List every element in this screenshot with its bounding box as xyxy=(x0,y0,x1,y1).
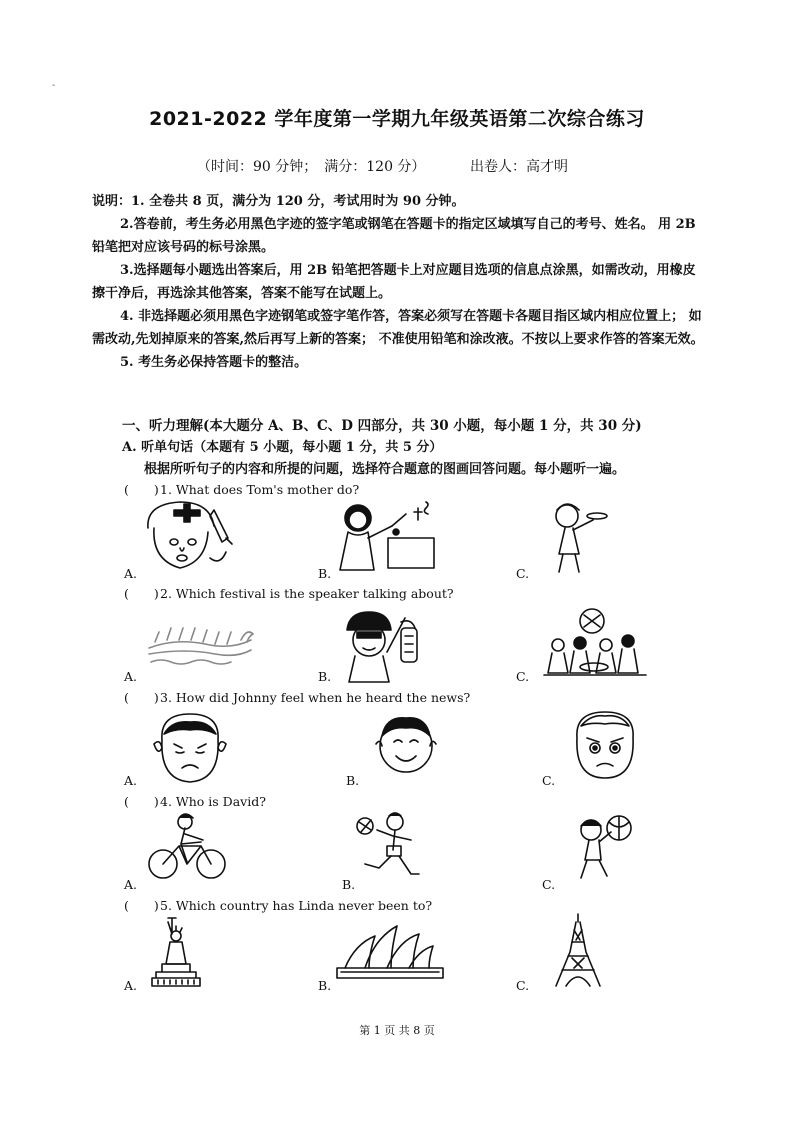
option-c[interactable]: C. xyxy=(516,566,530,581)
question-text: 1. What does Tom's mother do? xyxy=(160,482,360,497)
option-b[interactable]: B. xyxy=(318,669,332,684)
note-4: 4. 非选择题必须用黑色字迹钢笔或签字笔作答，答案必须写在答题卡各题目指区域内相应位置上； 如需改动,先划掉原来的答案,然后再写上新的答案； 不准使用铅笔和涂改液。不按以上要求作答的答案无效。 xyxy=(92,309,704,347)
question-5 xyxy=(124,896,432,914)
statue-of-liberty-picture xyxy=(150,916,210,988)
question-text: 4. Who is David? xyxy=(160,794,266,809)
question-text: 5. Which country has Linda never been to? xyxy=(160,898,433,913)
note-3: 3.选择题每小题选出答案后，用 2B 铅笔把答题卡上对应题目选项的信息点涂黑，如需改动，用橡皮擦干净后，再选涂其他答案，答案不能写在试题上。 xyxy=(92,263,696,301)
sydney-opera-house-picture xyxy=(335,914,445,984)
option-a[interactable]: A. xyxy=(124,773,138,788)
lantern-boy-picture xyxy=(335,606,425,686)
angry-face-picture xyxy=(565,708,645,782)
note-2: 2.答卷前，考生务必用黑色字迹的签字笔或钢笔在答题卡的指定区域填写自己的考号、姓名。 用 2B 铅笔把对应该号码的标号涂黑。 xyxy=(92,217,696,255)
answer-blank[interactable]: ( ) xyxy=(124,690,159,705)
waitress-picture xyxy=(545,498,615,573)
option-b[interactable]: B. xyxy=(318,978,332,993)
football-player-picture xyxy=(355,810,435,880)
question-text: 3. How did Johnny feel when he heard the news? xyxy=(160,690,471,705)
option-c[interactable]: C. xyxy=(542,773,556,788)
question-text: 2. Which festival is the speaker talking about? xyxy=(160,586,454,601)
family-party-picture xyxy=(540,605,650,685)
option-a[interactable]: A. xyxy=(124,669,138,684)
time-score: （时间：90 分钟； 满分：120 分） xyxy=(197,159,426,175)
option-a[interactable]: A. xyxy=(124,978,138,993)
sad-face-picture xyxy=(150,710,230,786)
answer-blank[interactable]: ( ) xyxy=(124,482,159,497)
question-3 xyxy=(124,688,470,706)
option-b[interactable]: B. xyxy=(342,877,356,892)
option-b[interactable]: B. xyxy=(318,566,332,581)
answer-blank[interactable]: ( ) xyxy=(124,586,159,601)
option-b[interactable]: B. xyxy=(346,773,360,788)
note-1: 说明：1. 全卷共 8 页，满分为 120 分，考试用时为 90 分钟。 xyxy=(92,194,465,209)
part-a-instruction: 根据所听句子的内容和所提的问题，选择符合题意的图画回答问题。每小题听一遍。 xyxy=(144,462,626,477)
teacher-picture xyxy=(330,498,440,573)
part-a-heading: A. 听单句话（本题有 5 小题，每小题 1 分，共 5 分） xyxy=(122,440,443,455)
eiffel-tower-picture xyxy=(548,912,608,988)
cyclist-picture xyxy=(145,812,230,882)
question-4 xyxy=(124,792,266,810)
instructions xyxy=(92,190,704,374)
section-heading: 一、听力理解(本大题分 A、B、C、D 四部分，共 30 小题，每小题 1 分，共 30 分) xyxy=(122,418,642,434)
option-c[interactable]: C. xyxy=(516,669,530,684)
option-c[interactable]: C. xyxy=(542,877,556,892)
author: 出卷人：高才明 xyxy=(470,159,568,175)
basketball-player-picture xyxy=(565,812,640,882)
option-c[interactable]: C. xyxy=(516,978,530,993)
page-footer: 第 1 页 共 8 页 xyxy=(359,1024,435,1037)
question-1 xyxy=(124,480,359,498)
note-5: 5. 考生务必保持答题卡的整洁。 xyxy=(120,355,308,370)
happy-face-picture xyxy=(370,712,442,778)
option-a[interactable]: A. xyxy=(124,566,138,581)
page-title: 2021-2022 学年度第一学期九年级英语第二次综合练习 xyxy=(149,108,645,130)
answer-blank[interactable]: ( ) xyxy=(124,898,159,913)
option-a[interactable]: A. xyxy=(124,877,138,892)
nurse-picture xyxy=(140,498,235,578)
dragon-boat-picture xyxy=(145,618,255,668)
question-2 xyxy=(124,584,454,602)
scan-mark: - xyxy=(52,80,56,91)
answer-blank[interactable]: ( ) xyxy=(124,794,159,809)
